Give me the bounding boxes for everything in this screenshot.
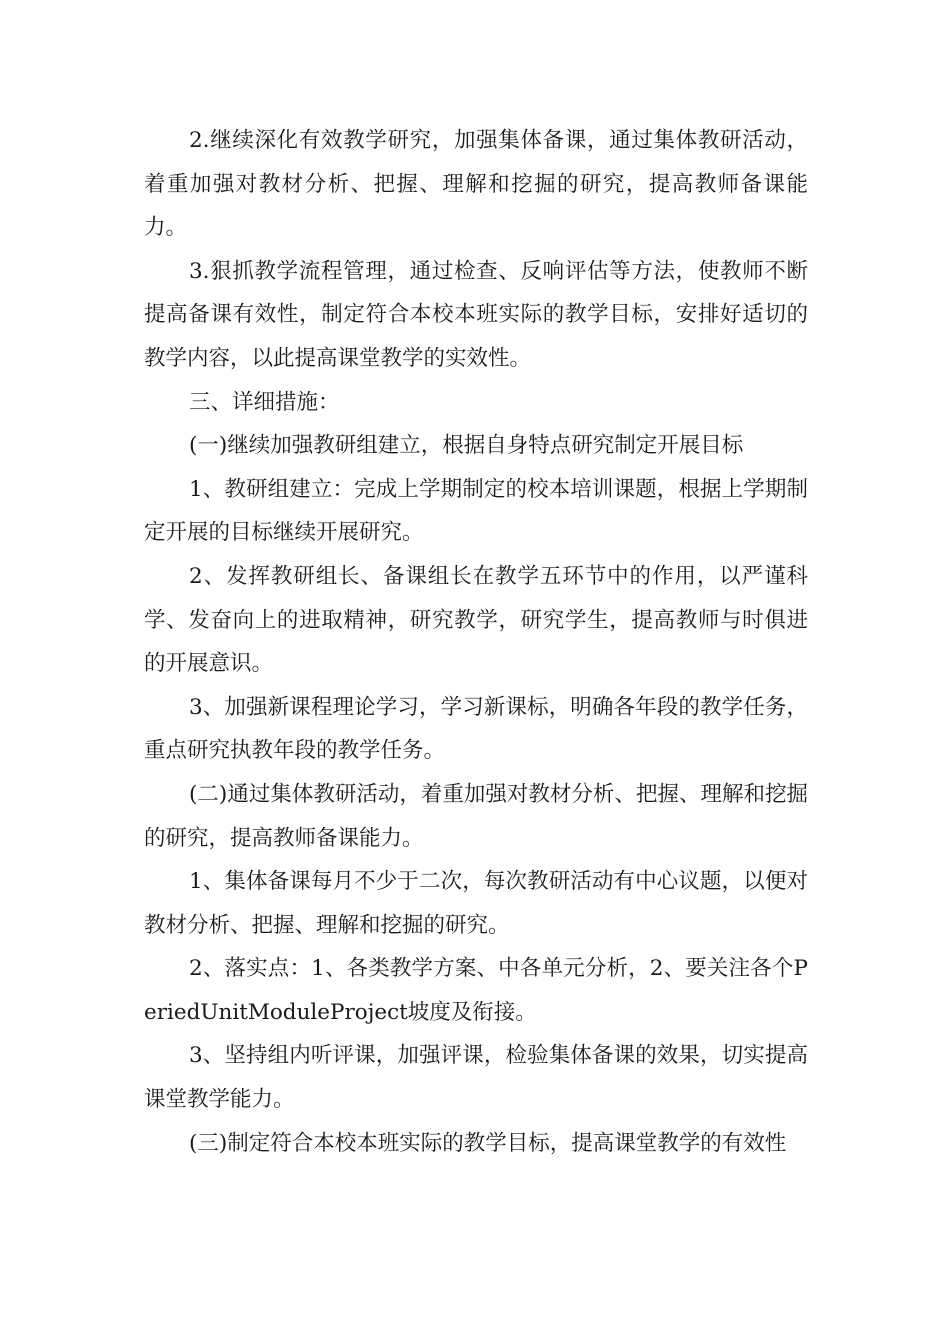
document-body	[144, 119, 808, 1165]
paragraph-goal-2: 2.继续深化有效教学研究，加强集体备课，通过集体教研活动，着重加强对教材分析、把握、理解和挖掘的研究，提高教师备课能力。	[144, 128, 808, 241]
subsection-heading-2: (二)通过集体教研活动，着重加强对教材分析、把握、理解和挖掘的研究，提高教师备课能力。	[144, 781, 808, 851]
list-item-1-1: 1、教研组建立：完成上学期制定的校本培训课题，根据上学期制定开展的目标继续开展研究。	[144, 476, 808, 546]
list-item-2-3: 3、坚持组内听评课，加强评课，检验集体备课的效果，切实提高课堂教学能力。	[144, 1043, 808, 1113]
subsection-heading-1: (一)继续加强教研组建立，根据自身特点研究制定开展目标	[189, 433, 744, 459]
list-item-1-3: 3、加强新课程理论学习，学习新课标，明确各年段的教学任务，重点研究执教年段的教学任务。	[144, 694, 808, 764]
subsection-heading-3: (三)制定符合本校本班实际的教学目标，提高课堂教学的有效性	[189, 1130, 787, 1156]
list-item-2-1: 1、集体备课每月不少于二次，每次教研活动有中心议题，以便对教材分析、把握、理解和挖掘的研究。	[144, 869, 808, 938]
list-item-1-2: 2、发挥教研组长、备课组长在教学五环节中的作用，以严谨科学、发奋向上的进取精神，研究教学，研究学生，提高教师与时俱进的开展意识。	[144, 563, 808, 677]
list-item-2-2: 2、落实点：1、各类教学方案、中各单元分析，2、要关注各个PeriedUnitModuleProject坡度及衔接。	[144, 956, 808, 1025]
section-heading-measures: 三、详细措施：	[189, 389, 340, 415]
paragraph-goal-3: 3.狠抓教学流程管理，通过检查、反响评估等方法，使教师不断提高备课有效性，制定符合本校本班实际的教学目标，安排好适切的教学内容，以此提高课堂教学的实效性。	[144, 258, 808, 371]
